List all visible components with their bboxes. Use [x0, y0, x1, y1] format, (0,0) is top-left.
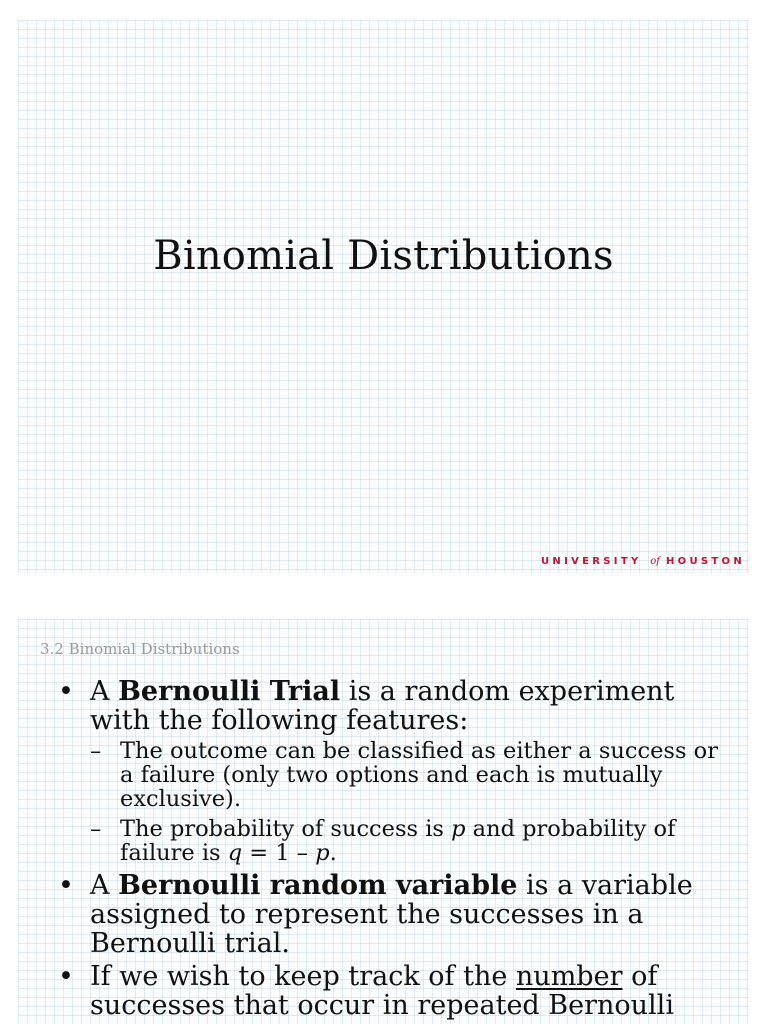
slide-1 [18, 20, 749, 573]
sub-bullet-text: The outcome can be classified as either a success or a failure (only two options and each is mutually exclusive). [120, 738, 718, 812]
dash-marker: – [90, 816, 102, 842]
bullet-text: is a random experiment with the following features: [90, 676, 675, 736]
slide-title: Binomial Distributions [153, 233, 614, 279]
bullet-bernoulli-trial [58, 677, 728, 865]
sub-bullet-text: and probability of failure is [120, 816, 676, 866]
sub-bullet-outcome [90, 739, 728, 811]
dash-marker: – [90, 738, 102, 764]
section-header: 3.2 Binomial Distributions [40, 640, 240, 658]
sub-bullet-text: . [329, 840, 337, 866]
bullet-marker: • [58, 676, 74, 707]
bullet-text: If we wish to keep track of the [90, 961, 516, 992]
bullet-text: A [90, 870, 119, 901]
university-of-houston-logo [541, 556, 745, 567]
sub-bullet-list [90, 739, 728, 865]
math-var-q: q [227, 840, 243, 866]
sub-bullet-text: The probability of success is [120, 816, 452, 842]
bullet-number-of-successes [58, 962, 728, 1020]
bullet-text: is a variable assigned to represent the successes in a Bernoulli trial. [90, 870, 693, 959]
math-var-p: p [315, 840, 330, 866]
bullet-term: Bernoulli random variable [118, 870, 518, 901]
bullet-list [58, 677, 728, 1024]
logo-houston-text: HOUSTON [666, 556, 745, 567]
bullet-text: of successes that occur in repeated Bernoulli [90, 961, 674, 1021]
bullet-term: Bernoulli Trial [118, 676, 341, 707]
logo-university-text: UNIVERSITY [541, 556, 642, 567]
bullet-marker: • [58, 870, 74, 901]
slide-2 [18, 619, 749, 1024]
logo-of-text: of [650, 556, 661, 567]
math-var-p: p [451, 816, 466, 842]
bullet-text: A [90, 676, 119, 707]
bullet-marker: • [58, 961, 74, 992]
sub-bullet-text: = 1 – [242, 840, 316, 866]
sub-bullet-probability [90, 817, 728, 865]
bullet-bernoulli-random-variable [58, 871, 728, 958]
underlined-term: number [515, 961, 623, 992]
